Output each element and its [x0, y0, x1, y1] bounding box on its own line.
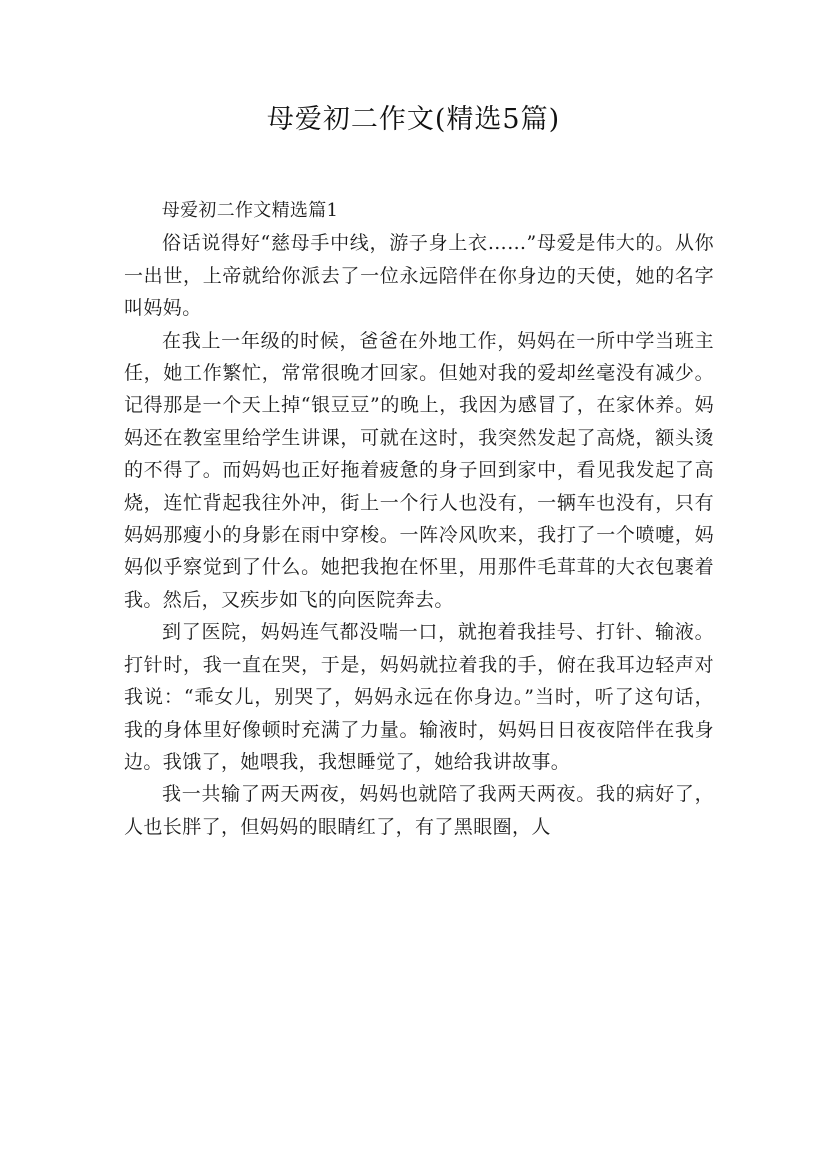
paragraph-4: 我一共输了两天两夜，妈妈也就陪了我两天两夜。我的病好了，人也长胖了，但妈妈的眼睛红了，有了黑眼圈，人: [124, 783, 714, 838]
paragraph-1: 俗话说得好“慈母手中线，游子身上衣……”母爱是伟大的。从你一出世，上帝就给你派去了一位永远陪伴在你身边的天使，她的名字叫妈妈。: [124, 232, 714, 320]
paragraph-3: 到了医院，妈妈连气都没喘一口，就抱着我挂号、打针、输液。打针时，我一直在哭，于是，妈妈就拉着我的手，俯在我耳边轻声对我说：“乖女儿，别哭了，妈妈永远在你身边。”当时，听了这句话，我的身体里好像顿时充满了力量。输液时，妈妈日日夜夜陪伴在我身边。我饿了，她喂我，我想睡觉了，她给我讲故事。: [124, 621, 714, 773]
document-title: 母爱初二作文(精选5篇): [266, 104, 561, 135]
document-body: [124, 195, 714, 843]
paragraph-2: 在我上一年级的时候，爸爸在外地工作，妈妈在一所中学当班主任，她工作繁忙，常常很晚才回家。但她对我的爱却丝毫没有减少。记得那是一个天上掉“银豆豆”的晚上，我因为感冒了，在家休养。妈妈还在教室里给学生讲课，可就在这时，我突然发起了高烧，额头烫的不得了。而妈妈也正好拖着疲惫的身子回到家中，看见我发起了高烧，连忙背起我往外冲，街上一个行人也没有，一辆车也没有，只有妈妈那瘦小的身影在雨中穿梭。一阵冷风吹来，我打了一个喷嚏，妈妈似乎察觉到了什么。她把我抱在怀里，用那件毛茸茸的大衣包裹着我。然后，又疾步如飞的向医院奔去。: [124, 329, 714, 611]
section-heading: 母爱初二作文精选篇1: [161, 200, 339, 221]
